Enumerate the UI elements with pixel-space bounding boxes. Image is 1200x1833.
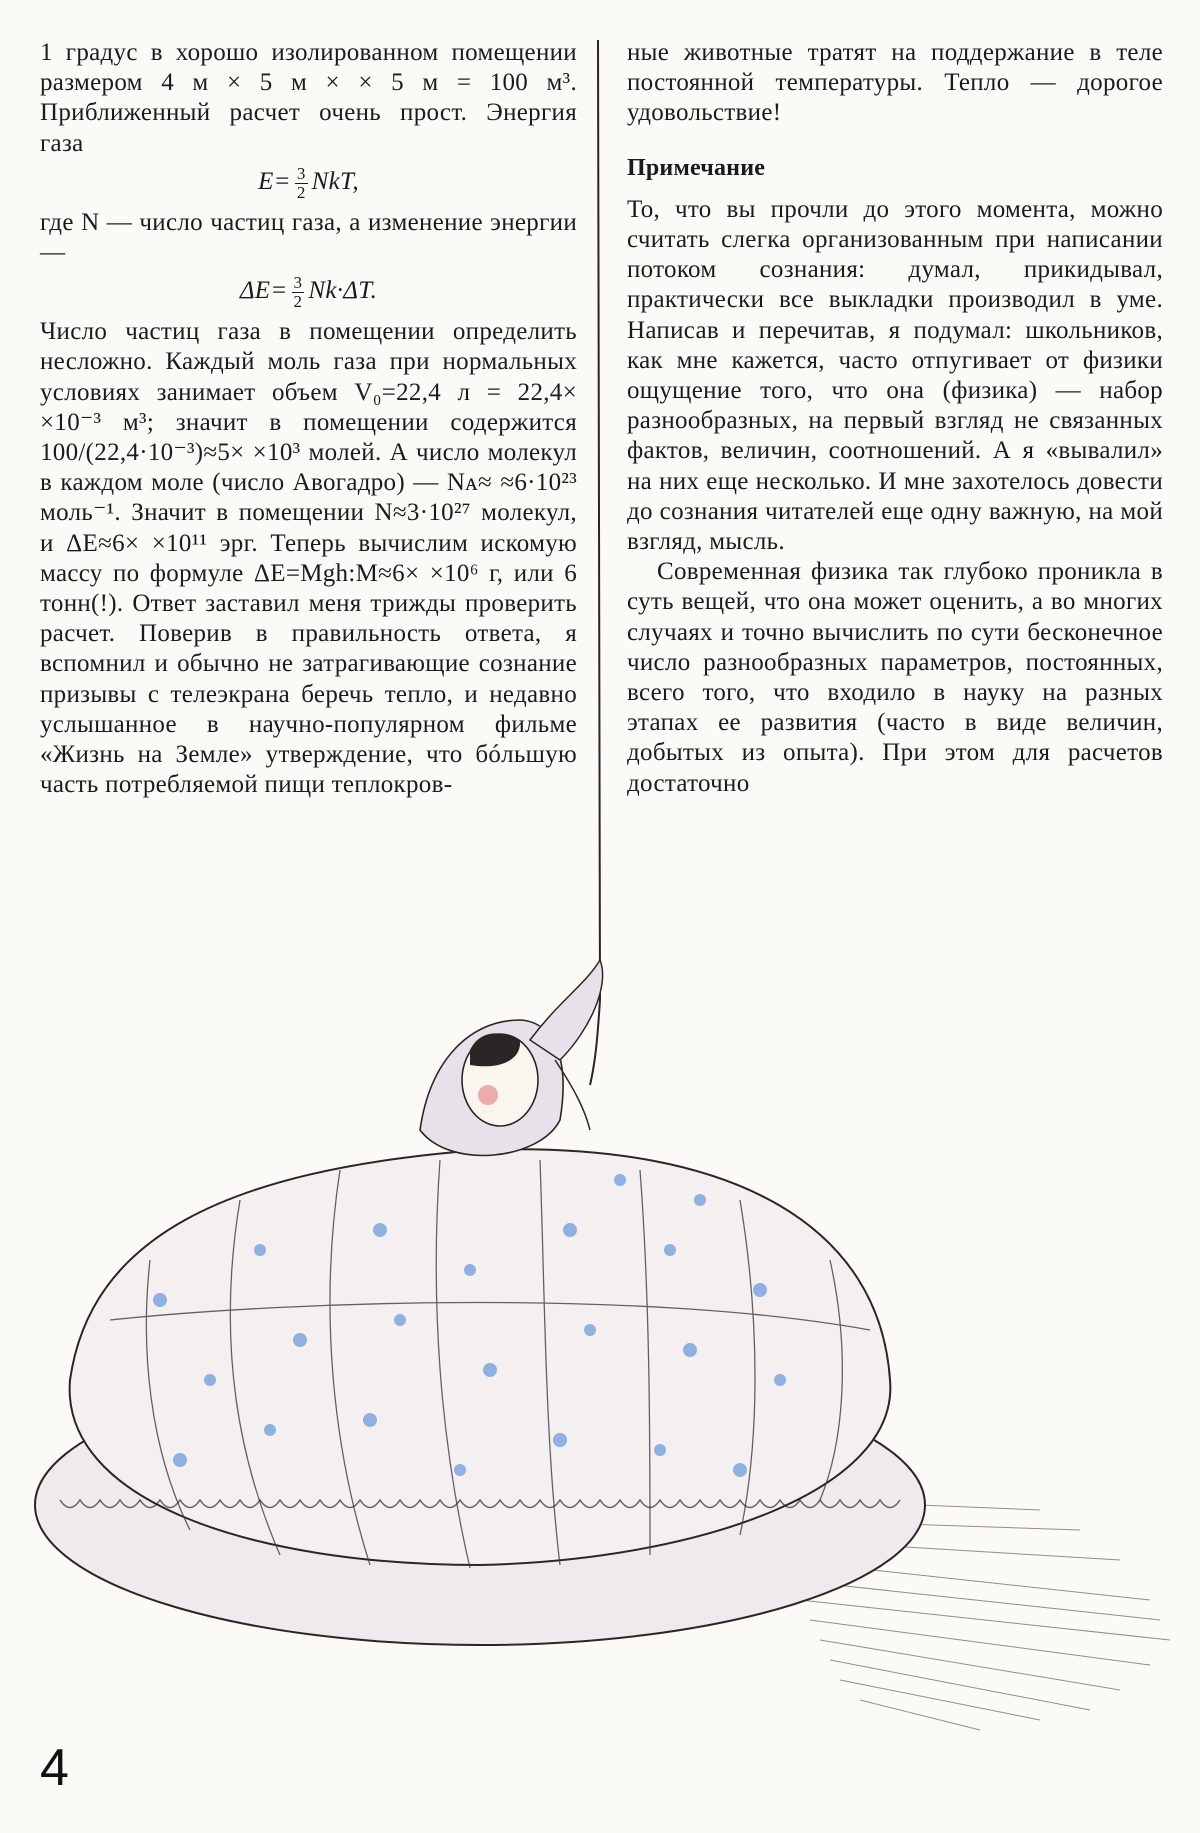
fraction-denominator: 2 (293, 292, 303, 312)
fraction (292, 274, 305, 311)
hanging-string (598, 40, 601, 1000)
fraction-numerator: 3 (293, 273, 303, 293)
left-paragraph-1: 1 градус в хорошо изолированном помещении размером 4 м × 5 м × × 5 м = 100 м³. Приближенный расчет очень прост. Энергия газа (40, 39, 577, 157)
flower-pattern (153, 1174, 786, 1477)
formula-lhs: ΔE= (239, 277, 288, 305)
fraction (295, 165, 308, 202)
cushion (35, 1149, 925, 1645)
formula-lhs: E= (258, 168, 291, 196)
energy-formula (40, 165, 577, 202)
section-heading: Примечание (627, 154, 766, 181)
cushion-shadow (780, 1500, 1170, 1730)
doll-figure (420, 960, 603, 1155)
right-paragraph-3: Современная физика так глубоко проникла в суть вещей, что она может оценить, а во многих случаях и точно вычислить по сути бесконечное число разнообразных параметров, постоянных, всего того, что входило в науку на разных этапах ее развития (часто в виде величин, добытых из опыта). При этом для расчетов достаточно (627, 558, 1163, 797)
left-paragraph-3: Число частиц газа в помещении определить несложно. Каждый моль газа при нормальных условиях занимает объем V₀=22,4 л = 22,4× ×10⁻³ м³; значит в помещении содержится 100/(22,4·10⁻³)≈5× ×10³ молей. А число молекул в каждом моле (число Авогадро) — Nᴀ≈ ≈6·10²³ моль⁻¹. Значит в помещении N≈3·10²⁷ молекул, и ΔE≈6× ×10¹¹ эрг. Теперь вычислим искомую массу по формуле ΔE=Mgh:M≈6× ×10⁶ г, или 6 тонн(!). Ответ заставил меня трижды проверить расчет. Поверив в правильность ответа, я вспомнил и обычно не затрагивающие сознание призывы с телеэкрана беречь тепло, и недавно услышанное в научно-популярном фильме «Жизнь на Земле» утверждение, что бóльшую часть потребляемой пищи теплокров- (40, 318, 577, 799)
right-text-column (627, 38, 1163, 799)
fraction-numerator: 3 (296, 163, 306, 183)
left-paragraph-2: где N — число частиц газа, а изменение энергии — (40, 208, 577, 267)
left-text-column (40, 38, 577, 800)
page-number: 4 (40, 1739, 69, 1797)
formula-rhs: Nk·ΔT. (308, 277, 378, 305)
right-paragraph-2: То, что вы прочли до этого момента, можно считать слегка организованным при написании потоком сознания: думал, прикидывал, практически все выкладки производил в уме. Написав и перечитав, я подумал: школьников, как мне кажется, часто отпугивает от физики ощущение того, что она (физика) — набор разнообразных, на первый взгляд не связанных фактов, величин, соотношений. А я «вывалил» на них еще несколько. И мне захотелось довести до сознания читателей еще одну важную, на мой взгляд, мысль. (627, 195, 1163, 556)
fraction-denominator: 2 (296, 182, 306, 202)
right-paragraph-1: ные животные тратят на поддержание в теле постоянной температуры. Тепло — дорогое удовольствие! (627, 39, 1163, 127)
formula-rhs: NkT, (311, 168, 359, 196)
energy-change-formula (40, 274, 577, 311)
